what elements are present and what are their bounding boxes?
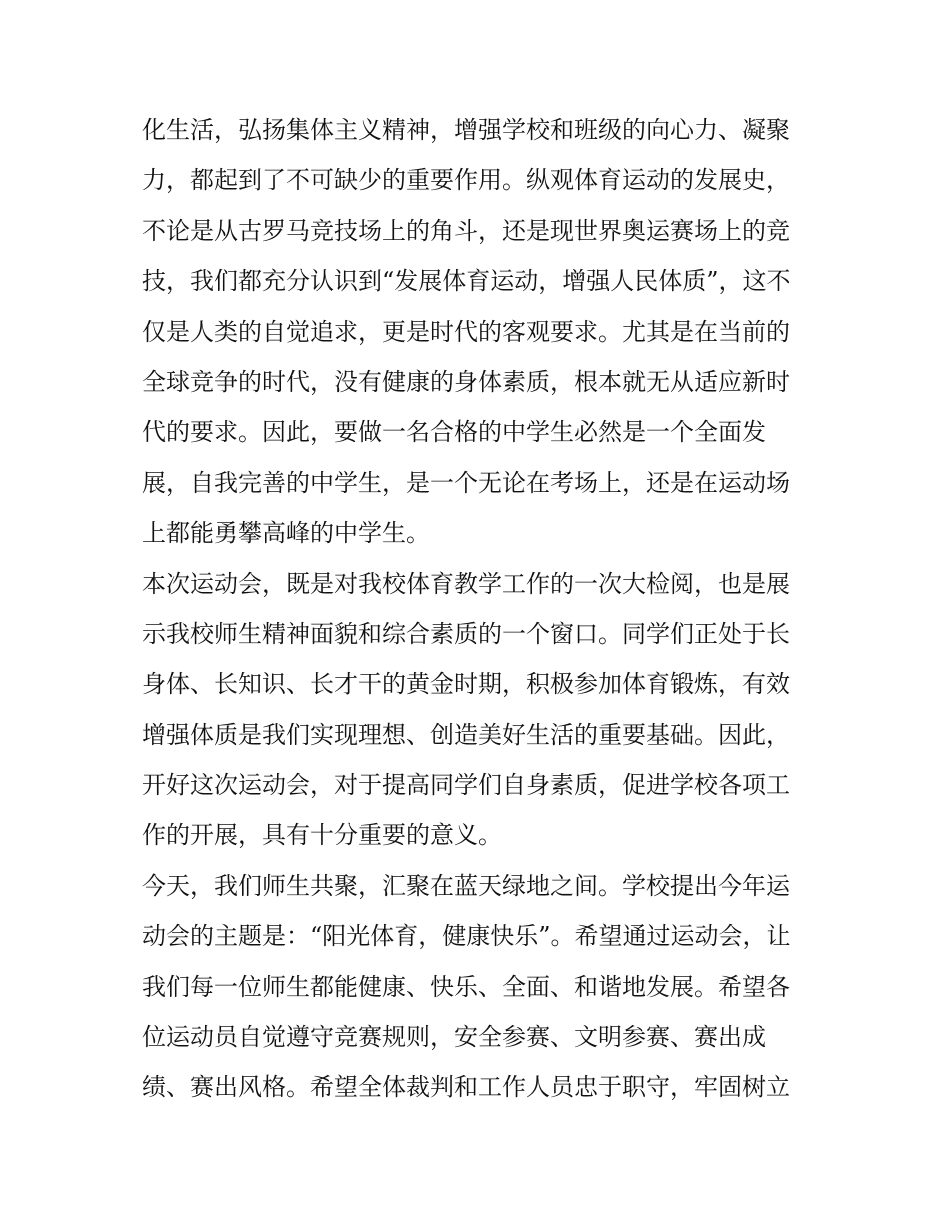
- text-line: 我们每一位师生都能健康、快乐、全面、和谐地发展。希望各: [142, 972, 790, 1001]
- text-line: 展，自我完善的中学生，是一个无论在考场上，还是在运动场: [142, 468, 790, 497]
- text-line: 身体、长知识、长才干的黄金时期，积极参加体育锻炼，有效: [142, 670, 790, 699]
- text-line: 增强体质是我们实现理想、创造美好生活的重要基础。因此，: [142, 720, 790, 749]
- text-line: 化生活，弘扬集体主义精神，增强学校和班级的向心力、凝聚: [142, 116, 790, 144]
- body-text: [142, 105, 814, 1113]
- text-line: 绩、赛出风格。希望全体裁判和工作人员忠于职守，牢固树立: [142, 1073, 790, 1102]
- text-line: 动会的主题是：“阳光体育，健康快乐”。希望通过运动会，让: [142, 922, 791, 951]
- text-line: 仅是人类的自觉追求，更是时代的客观要求。尤其是在当前的: [142, 317, 790, 346]
- text-line: 示我校师生精神面貌和综合素质的一个窗口。同学们正处于长: [142, 619, 790, 648]
- text-line: 本次运动会，既是对我校体育教学工作的一次大检阅，也是展: [142, 569, 790, 598]
- text-line: 技，我们都充分认识到“发展体育运动，增强人民体质”，这不: [142, 267, 791, 296]
- text-line: 全球竞争的时代，没有健康的身体素质，根本就无从适应新时: [142, 367, 790, 396]
- text-line: 开好这次运动会，对于提高同学们自身素质，促进学校各项工: [142, 771, 790, 800]
- text-line: 力，都起到了不可缺少的重要作用。纵观体育运动的发展史，: [142, 166, 790, 195]
- text-line: 上都能勇攀高峰的中学生。: [142, 519, 430, 548]
- text-line: 代的要求。因此，要做一名合格的中学生必然是一个全面发: [142, 418, 766, 447]
- text-line: 今天，我们师生共聚，汇聚在蓝天绿地之间。学校提出今年运: [142, 871, 790, 900]
- text-line: 不论是从古罗马竞技场上的角斗，还是现世界奥运赛场上的竞: [142, 216, 790, 245]
- text-line: 作的开展，具有十分重要的意义。: [142, 821, 502, 850]
- text-line: 位运动员自觉遵守竞赛规则，安全参赛、文明参赛、赛出成: [142, 1023, 766, 1052]
